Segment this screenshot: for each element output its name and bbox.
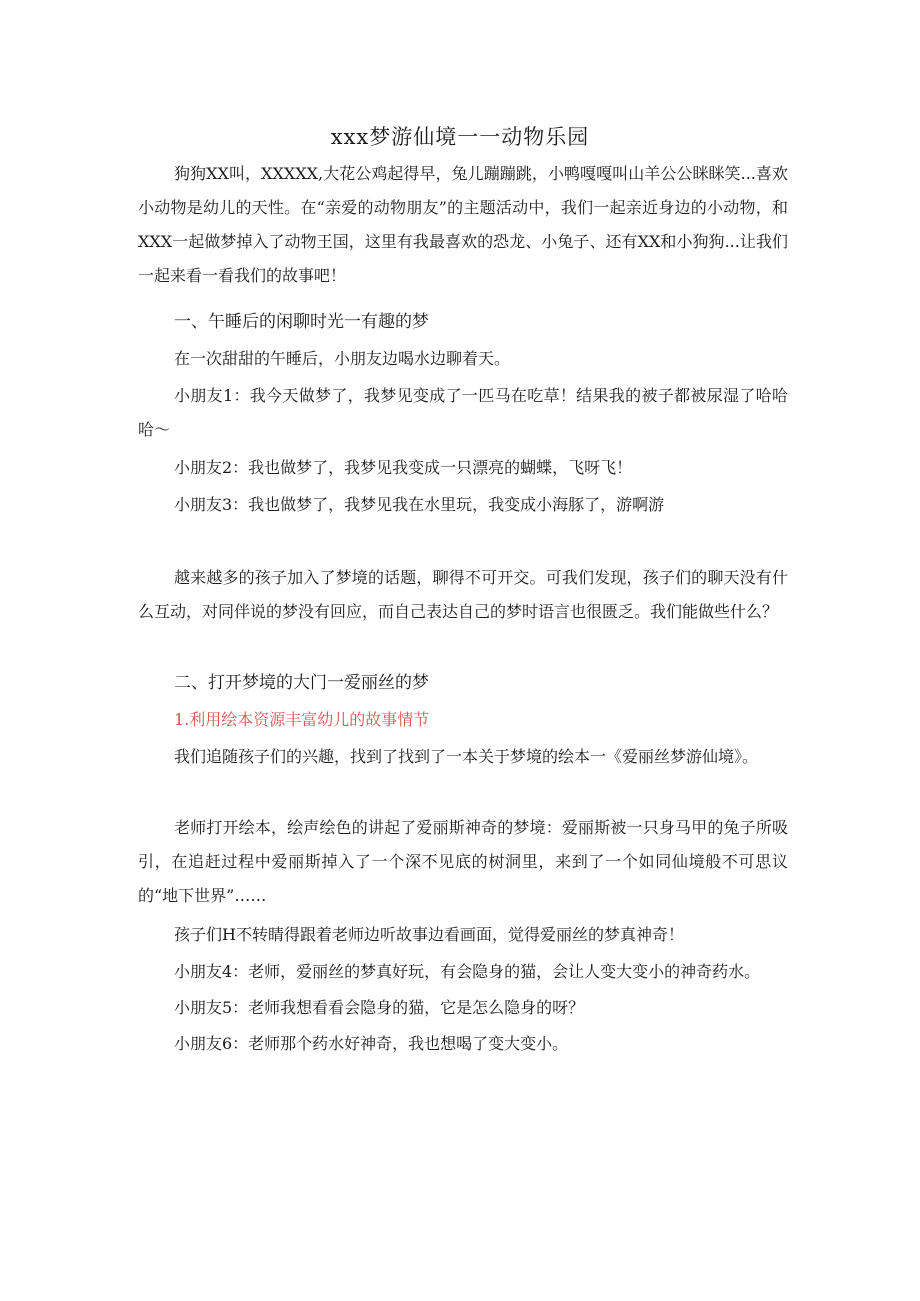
child1-dialogue: 小朋友1：我今天做梦了，我梦见变成了一匹马在吃草！结果我的被子都被尿湿了哈哈哈～: [138, 386, 788, 439]
story-paragraph: 老师打开绘本，绘声绘色的讲起了爱丽斯神奇的梦境：爱丽斯被一只身马甲的兔子所吸引，在追赶过程中爱丽斯掉入了一个深不见底的树洞里，来到了一个如同仙境般不可思议的“地下世界”……: [138, 818, 788, 905]
listening-paragraph: 孩子们H不转睛得跟着老师边听故事边看画面，觉得爱丽丝的梦真神奇！: [174, 925, 684, 944]
section2-subheading: 1.利用绘本资源丰富幼儿的故事情节: [174, 710, 430, 729]
child5-dialogue: 小朋友5：老师我想看看会隐身的猫，它是怎么隐身的呀？: [174, 998, 585, 1017]
observation-paragraph: 越来越多的孩子加入了梦境的话题，聊得不可开交。可我们发现，孩子们的聊天没有什么互动，对同伴说的梦没有回应，而自己表达自己的梦时语言也很匮乏。我们能做些什么？: [138, 568, 788, 621]
intro-paragraph: 狗狗XX叫，XXXXX,大花公鸡起得早，兔儿蹦蹦跳，小鸭嘎嘎叫山羊公公眯眯笑...喜欢小动物是幼儿的天性。在“亲爱的动物朋友”的主题活动中，我们一起亲近身边的小动物，和XXX一起做梦掉入了动物王国，这里有我最喜欢的恐龙、小兔子、还有XX和小狗狗...让我们一起来看一看我们的故事吧！: [138, 164, 788, 285]
child3-dialogue: 小朋友3：我也做梦了，我梦见我在水里玩，我变成小海豚了，游啊游: [174, 495, 665, 514]
section1-paragraph: 在一次甜甜的午睡后，小朋友边喝水边聊着天。: [174, 349, 511, 368]
child6-dialogue: 小朋友6：老师那个药水好神奇，我也想喝了变大变小。: [174, 1034, 569, 1053]
document-title: xxx梦游仙境一一动物乐园: [330, 125, 590, 149]
picture-book-paragraph: 我们追随孩子们的兴趣，找到了找到了一本关于梦境的绘本一《爱丽丝梦游仙境》。: [174, 747, 759, 766]
section1-heading: 一、午睡后的闲聊时光一有趣的梦: [174, 312, 429, 332]
child2-dialogue: 小朋友2：我也做梦了，我梦见我变成一只漂亮的蝴蝶，飞呀飞！: [174, 458, 633, 477]
section2-heading: 二、打开梦境的大门一爱丽丝的梦: [174, 673, 429, 693]
child4-dialogue: 小朋友4：老师，爱丽丝的梦真好玩，有会隐身的猫，会让人变大变小的神奇药水。: [174, 962, 761, 981]
